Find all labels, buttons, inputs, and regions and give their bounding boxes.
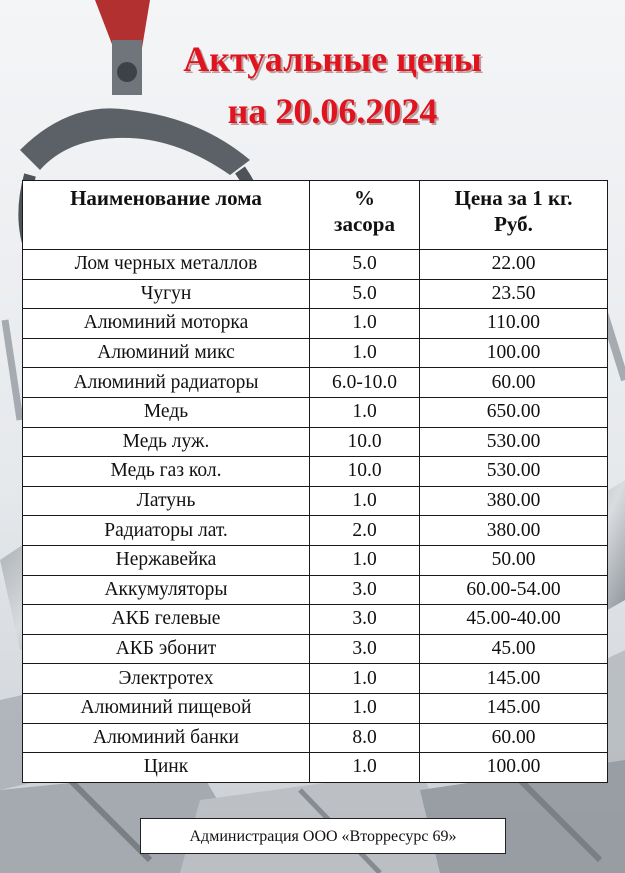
- cell-debris: 5.0: [310, 279, 420, 309]
- table-row: [23, 250, 608, 280]
- table-row: [23, 723, 608, 753]
- cell-debris: 10.0: [310, 427, 420, 457]
- price-table: [22, 180, 608, 783]
- cell-name: Нержавейка: [23, 545, 310, 575]
- page-title-line1: Актуальные цены: [183, 39, 482, 79]
- cell-name: Медь луж.: [23, 427, 310, 457]
- table-row: [23, 753, 608, 783]
- table-row: [23, 486, 608, 516]
- table-row: [23, 634, 608, 664]
- cell-debris: 1.0: [310, 753, 420, 783]
- header-debris: [310, 181, 420, 250]
- cell-debris: 1.0: [310, 338, 420, 368]
- cell-name: АКБ гелевые: [23, 605, 310, 635]
- cell-name: Медь: [23, 397, 310, 427]
- table-row: [23, 693, 608, 723]
- cell-name: Латунь: [23, 486, 310, 516]
- cell-name: Медь газ кол.: [23, 457, 310, 487]
- cell-debris: 1.0: [310, 397, 420, 427]
- header-name-label: Наименование лома: [70, 186, 262, 210]
- cell-name: Лом черных металлов: [23, 250, 310, 280]
- cell-price: 530.00: [420, 427, 608, 457]
- cell-price: 50.00: [420, 545, 608, 575]
- table-row: [23, 368, 608, 398]
- cell-price: 380.00: [420, 516, 608, 546]
- cell-price: 60.00-54.00: [420, 575, 608, 605]
- cell-debris: 6.0-10.0: [310, 368, 420, 398]
- cell-debris: 1.0: [310, 309, 420, 339]
- cell-price: 380.00: [420, 486, 608, 516]
- cell-price: 60.00: [420, 723, 608, 753]
- table-row: [23, 279, 608, 309]
- cell-name: Алюминий моторка: [23, 309, 310, 339]
- table-row: [23, 605, 608, 635]
- cell-price: 60.00: [420, 368, 608, 398]
- cell-name: Алюминий радиаторы: [23, 368, 310, 398]
- cell-name: Алюминий пищевой: [23, 693, 310, 723]
- table-header-row: [23, 181, 608, 250]
- page-title-line2: на 20.06.2024: [227, 91, 438, 131]
- table-row: [23, 575, 608, 605]
- cell-price: 45.00: [420, 634, 608, 664]
- header-name: [23, 181, 310, 250]
- cell-debris: 3.0: [310, 575, 420, 605]
- cell-debris: 3.0: [310, 605, 420, 635]
- cell-debris: 5.0: [310, 250, 420, 280]
- cell-name: Радиаторы лат.: [23, 516, 310, 546]
- cell-name: АКБ эбонит: [23, 634, 310, 664]
- cell-price: 145.00: [420, 693, 608, 723]
- header-debris-line1: %: [354, 186, 375, 210]
- header-price-line1: Цена за 1 кг.: [454, 186, 573, 210]
- cell-price: 110.00: [420, 309, 608, 339]
- cell-debris: 3.0: [310, 634, 420, 664]
- table-row: [23, 664, 608, 694]
- footer-text: Администрация ООО «Вторресурс 69»: [189, 828, 457, 845]
- cell-name: Цинк: [23, 753, 310, 783]
- cell-price: 100.00: [420, 753, 608, 783]
- cell-debris: 10.0: [310, 457, 420, 487]
- table-row: [23, 397, 608, 427]
- cell-price: 45.00-40.00: [420, 605, 608, 635]
- cell-price: 100.00: [420, 338, 608, 368]
- cell-debris: 8.0: [310, 723, 420, 753]
- table-row: [23, 338, 608, 368]
- cell-name: Чугун: [23, 279, 310, 309]
- cell-name: Аккумуляторы: [23, 575, 310, 605]
- table-row: [23, 545, 608, 575]
- table-row: [23, 309, 608, 339]
- cell-name: Алюминий банки: [23, 723, 310, 753]
- cell-name: Электротех: [23, 664, 310, 694]
- cell-price: 145.00: [420, 664, 608, 694]
- cell-price: 22.00: [420, 250, 608, 280]
- table-row: [23, 516, 608, 546]
- header-price-line2: Руб.: [494, 212, 533, 236]
- cell-debris: 1.0: [310, 693, 420, 723]
- cell-debris: 1.0: [310, 664, 420, 694]
- table-row: [23, 457, 608, 487]
- footer-administration-box: [140, 818, 506, 854]
- cell-price: 650.00: [420, 397, 608, 427]
- cell-price: 23.50: [420, 279, 608, 309]
- cell-debris: 1.0: [310, 486, 420, 516]
- header-price: [420, 181, 608, 250]
- cell-debris: 1.0: [310, 545, 420, 575]
- cell-debris: 2.0: [310, 516, 420, 546]
- cell-price: 530.00: [420, 457, 608, 487]
- header-debris-line2: засора: [334, 212, 395, 236]
- cell-name: Алюминий микс: [23, 338, 310, 368]
- table-row: [23, 427, 608, 457]
